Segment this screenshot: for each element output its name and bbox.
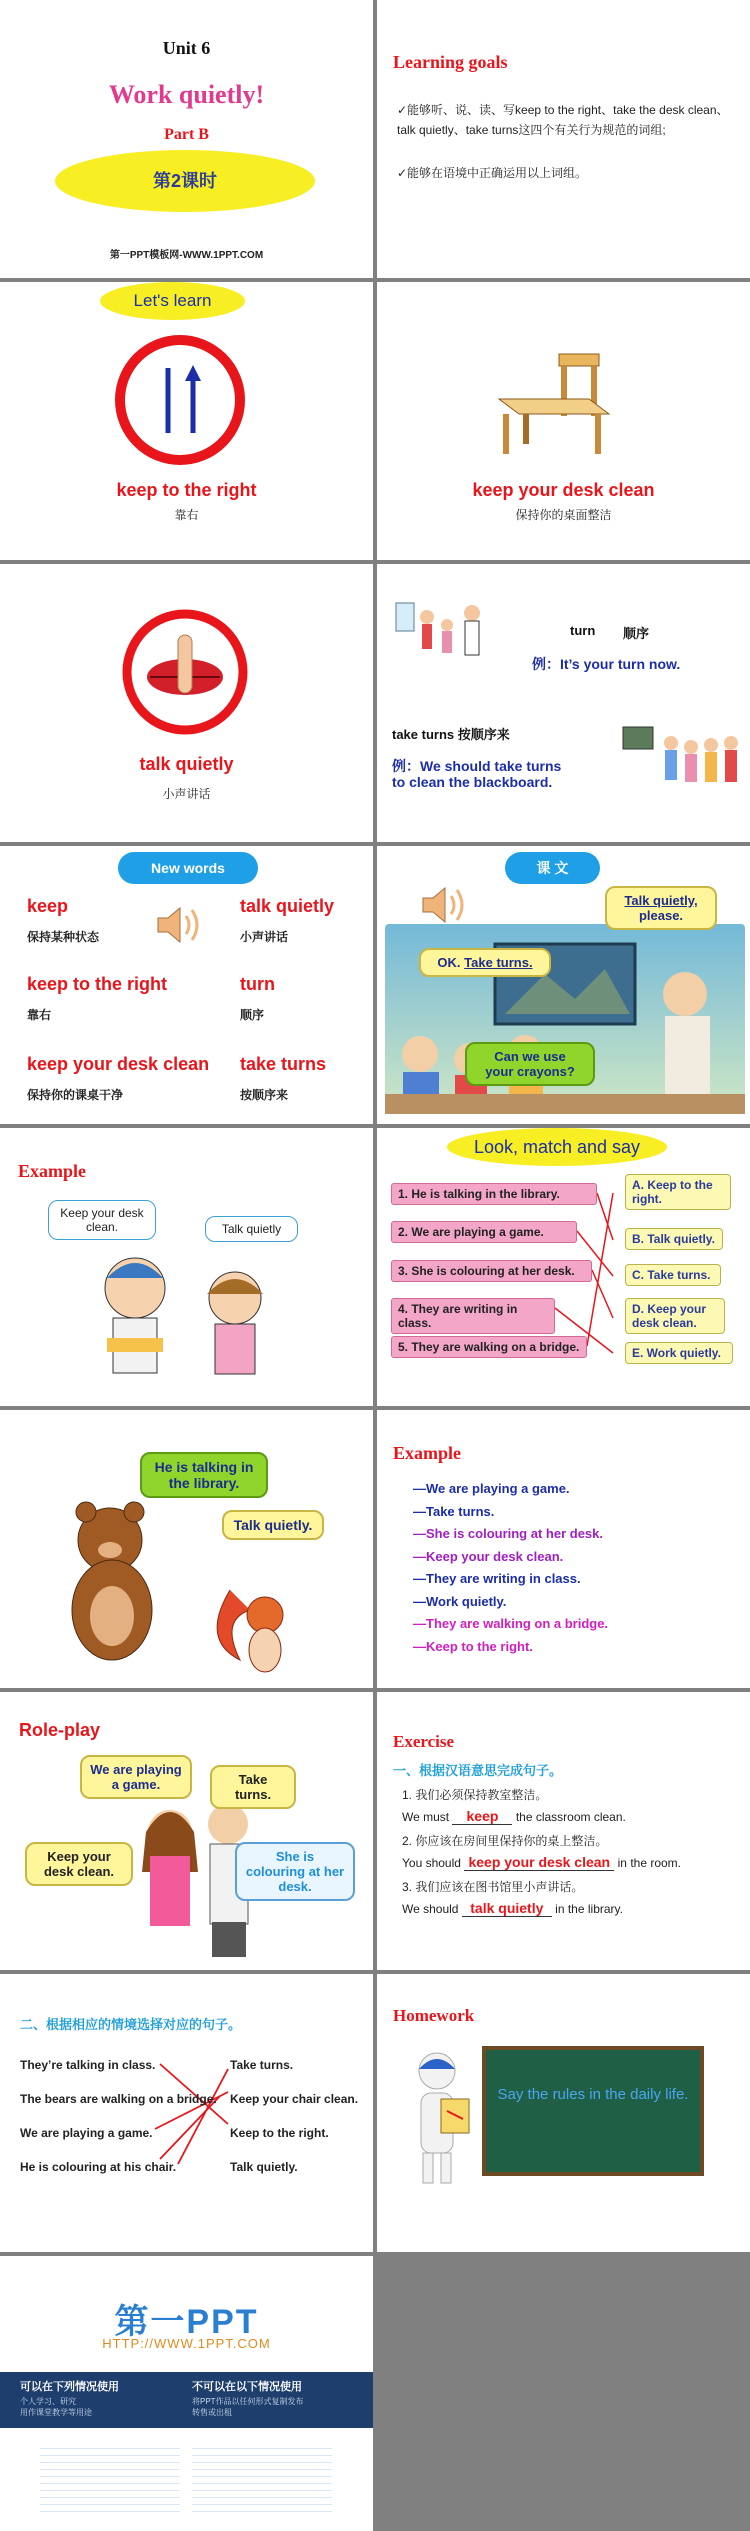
bear-squirrel-picture-icon (50, 1490, 330, 1680)
match-right-b[interactable]: B. Talk quietly. (625, 1228, 723, 1250)
text-badge: 课 文 (505, 852, 600, 884)
bubble-desk-clean: Keep your desk clean. (48, 1200, 156, 1240)
figure-clipboard-icon (397, 2049, 477, 2189)
slide-text-dialogue (377, 846, 750, 1124)
slide-turn (377, 564, 750, 842)
choose-right-4: Talk quietly. (230, 2160, 298, 2174)
q1-answer[interactable]: keep (452, 1808, 512, 1825)
queue-picture-icon (392, 599, 497, 669)
desk-icon (489, 344, 619, 459)
keep-right-sign-icon (113, 333, 248, 468)
choose-match-lines (0, 1974, 373, 2252)
bubble-take-turns-2: Take turns. (210, 1765, 296, 1809)
q1-cn: 1. 我们必须保持教室整洁。 (402, 1788, 548, 1802)
homework-blackboard (482, 2046, 704, 2176)
bubble-take-turns (419, 948, 551, 977)
phrase-desk-clean: keep your desk clean (472, 480, 655, 500)
bubble-colouring: She is colouring at her desk. (235, 1842, 355, 1901)
choose-left-2: The bears are walking on a bridge. (20, 2092, 217, 2106)
can-use-items (20, 2396, 92, 2418)
q1-part-a: We must (402, 1810, 450, 1824)
slide-choose-sentences (0, 1974, 373, 2252)
homework-heading: Homework (393, 2006, 475, 2025)
cannot-use-item-1: 将PPT作品以任何形式复制发布 (192, 2397, 304, 2406)
q1-en (402, 1808, 626, 1825)
slide-bear-library (0, 1410, 373, 1688)
slide-role-play (0, 1692, 373, 1970)
slide-exercise (377, 1692, 750, 1970)
q2-answer[interactable]: keep your desk clean (464, 1854, 614, 1871)
phrase-take-turns: take turns 按顺序来 (392, 727, 510, 742)
phrase-keep-right: keep to the right (116, 480, 257, 500)
slide-example-1 (0, 1128, 373, 1406)
new-word-keep-right-cn: 靠右 (27, 1008, 52, 1022)
match-left-3[interactable]: 3. She is colouring at her desk. (391, 1260, 592, 1282)
slide-desk-clean (377, 282, 750, 560)
bubble-ok: OK. (437, 955, 461, 970)
lets-learn-badge: Let's learn (100, 282, 245, 320)
choose-right-1: Take turns. (230, 2058, 294, 2072)
example-line-7: —They are walking on a bridge. (413, 1616, 609, 1631)
slide-keep-right (0, 282, 373, 560)
unit-label: Unit 6 (162, 38, 211, 58)
q2-en (402, 1854, 681, 1871)
q3-en (402, 1900, 623, 1917)
homework-task: Say the rules in the daily life. (497, 2086, 689, 2103)
site-credit: 第一PPT模板网-WWW.1PPT.COM (109, 250, 264, 261)
can-use-item-1: 个人学习、研究 (20, 2397, 76, 2406)
bubble-crayons-line1: Can we use (494, 1049, 566, 1064)
site-url[interactable]: HTTP://WWW.1PPT.COM (102, 2336, 271, 2351)
phrase-talk-quietly: talk quietly (139, 754, 234, 774)
bubble-crayons-line2: your crayons? (485, 1064, 575, 1079)
q2-part-a: You should (402, 1856, 461, 1870)
match-left-5[interactable]: 5. They are walking on a bridge. (391, 1336, 587, 1358)
choose-left-4: He is colouring at his chair. (20, 2160, 177, 2174)
choose-right-2: Keep your chair clean. (230, 2092, 359, 2106)
slide-look-match-say (377, 1128, 750, 1406)
new-word-take-turns-cn: 按顺序来 (240, 1088, 289, 1102)
bubble-library: He is talking in the library. (140, 1452, 268, 1498)
bubble-playing-game: We are playing a game. (80, 1755, 192, 1799)
choose-right-3: Keep to the right. (230, 2126, 329, 2140)
slide-homework (377, 1974, 750, 2252)
cannot-use-item-2: 转售或出租 (192, 2408, 232, 2417)
q3-part-a: We should (402, 1902, 459, 1916)
goal-item-2: ✓能够在语境中正确运用以上词组。 (397, 166, 588, 180)
cannot-use-heading: 不可以在以下情况使用 (192, 2381, 302, 2393)
choose-instruction: 二、根据相应的情境选择对应的句子。 (20, 2017, 242, 2032)
example-turn: 例：It’s your turn now. (532, 656, 681, 672)
match-left-2[interactable]: 2. We are playing a game. (391, 1221, 577, 1243)
example-line-4: —Keep your desk clean. (413, 1548, 564, 1564)
match-left-4[interactable]: 4. They are writing in class. (391, 1298, 555, 1334)
slide-new-words (0, 846, 373, 1124)
role-play-heading: Role-play (19, 1720, 101, 1740)
goals-heading: Learning goals (393, 52, 508, 72)
exercise-instruction: 一、根据汉语意思完成句子。 (393, 1763, 563, 1778)
example-heading: Example (18, 1161, 87, 1181)
slide-learning-goals (377, 0, 750, 278)
example-line-3: —She is colouring at her desk. (413, 1526, 603, 1541)
link-list-left (40, 2442, 180, 2516)
word-turn: turn (570, 623, 596, 638)
choose-left-1: They’re talking in class. (20, 2058, 156, 2072)
new-word-turn-cn: 顺序 (240, 1008, 265, 1022)
can-use-heading: 可以在下列情况使用 (20, 2381, 119, 2393)
look-match-badge: Look, match and say (447, 1128, 667, 1166)
goal-item-1: ✓能够听、说、读、写keep to the right、take the desk clean、talk quietly、take turns这四个有关行为规范的词组; (397, 103, 729, 137)
bubble-quietly: Talk quietly (205, 1216, 298, 1242)
match-right-c[interactable]: C. Take turns. (625, 1264, 721, 1286)
match-right-e[interactable]: E. Work quietly. (625, 1342, 733, 1364)
example-line-8: —Keep to the right. (413, 1638, 533, 1654)
example-line-1: —We are playing a game. (413, 1481, 570, 1496)
children-picture-icon (75, 1248, 295, 1388)
example-line-6: —Work quietly. (413, 1593, 507, 1609)
match-right-d[interactable]: D. Keep your desk clean. (625, 1298, 725, 1334)
slide-credits (0, 2256, 373, 2531)
q3-answer[interactable]: talk quietly (462, 1900, 552, 1917)
example-line-5: —They are writing in class. (413, 1571, 581, 1586)
exercise-heading: Exercise (393, 1732, 455, 1751)
q1-part-b: the classroom clean. (515, 1810, 626, 1824)
new-word-turn: turn (240, 974, 275, 994)
part-label: Part B (164, 126, 209, 143)
logo: 第一PPT (114, 2303, 259, 2341)
q3-cn: 3. 我们应该在图书馆里小声讲话。 (402, 1880, 584, 1894)
phrase-desk-clean-cn: 保持你的桌面整洁 (515, 508, 612, 522)
new-word-keep-right: keep to the right (27, 974, 168, 994)
q2-part-b: in the room. (617, 1856, 682, 1870)
new-word-keep: keep (27, 896, 69, 916)
new-word-desk-clean-cn: 保持你的课桌干净 (27, 1088, 124, 1102)
bubble-talk-quietly-2: Talk quietly. (222, 1510, 324, 1540)
bubble-take-turns-text: Take turns. (464, 955, 533, 970)
can-use-item-2: 用作课堂教学等用途 (20, 2408, 92, 2417)
match-left-1[interactable]: 1. He is talking in the library. (391, 1183, 597, 1205)
new-word-talk-quietly: talk quietly (240, 896, 335, 916)
link-list-right (192, 2442, 332, 2516)
blackboard-queue-icon (619, 719, 744, 804)
slide-example-2 (377, 1410, 750, 1688)
bubble-talk-quietly-line2: please. (638, 908, 684, 923)
example-dialogue (413, 1478, 733, 1658)
bubble-desk-clean-2: Keep your desk clean. (25, 1842, 133, 1886)
new-word-talk-quietly-cn: 小声讲话 (240, 930, 289, 944)
lesson-title: Work quietly! (108, 80, 265, 109)
bubble-talk-quietly (605, 886, 717, 930)
example-take-turns-2: to clean the blackboard. (392, 774, 553, 790)
match-right-a[interactable]: A. Keep to the right. (625, 1174, 731, 1210)
lesson-badge: 第2课时 (55, 150, 315, 212)
phrase-talk-quietly-cn: 小声讲话 (162, 787, 211, 801)
bubble-talk-quietly-line1: Talk quietly, (624, 893, 698, 908)
phrase-keep-right-cn: 靠右 (174, 508, 199, 522)
cannot-use-items (192, 2396, 304, 2418)
example-heading-2: Example (393, 1443, 462, 1463)
word-turn-cn: 顺序 (623, 626, 650, 641)
new-words-badge: New words (118, 852, 258, 884)
q2-cn: 2. 你应该在房间里保持你的桌上整洁。 (402, 1834, 608, 1848)
new-word-take-turns: take turns (240, 1054, 327, 1074)
example-line-2: —Take turns. (413, 1503, 495, 1519)
example-take-turns-1: 例：We should take turns (392, 758, 562, 774)
speaker-icon[interactable] (152, 902, 202, 948)
slide-talk-quietly (0, 564, 373, 842)
bubble-crayons (465, 1042, 595, 1086)
new-word-keep-cn: 保持某种状态 (27, 930, 100, 944)
speaker-icon-2[interactable] (417, 882, 467, 928)
slide-title (0, 0, 373, 278)
choose-left-3: We are playing a game. (20, 2126, 153, 2140)
new-word-desk-clean: keep your desk clean (27, 1054, 210, 1074)
quiet-sign-icon (120, 607, 250, 737)
q3-part-b: in the library. (555, 1902, 623, 1916)
